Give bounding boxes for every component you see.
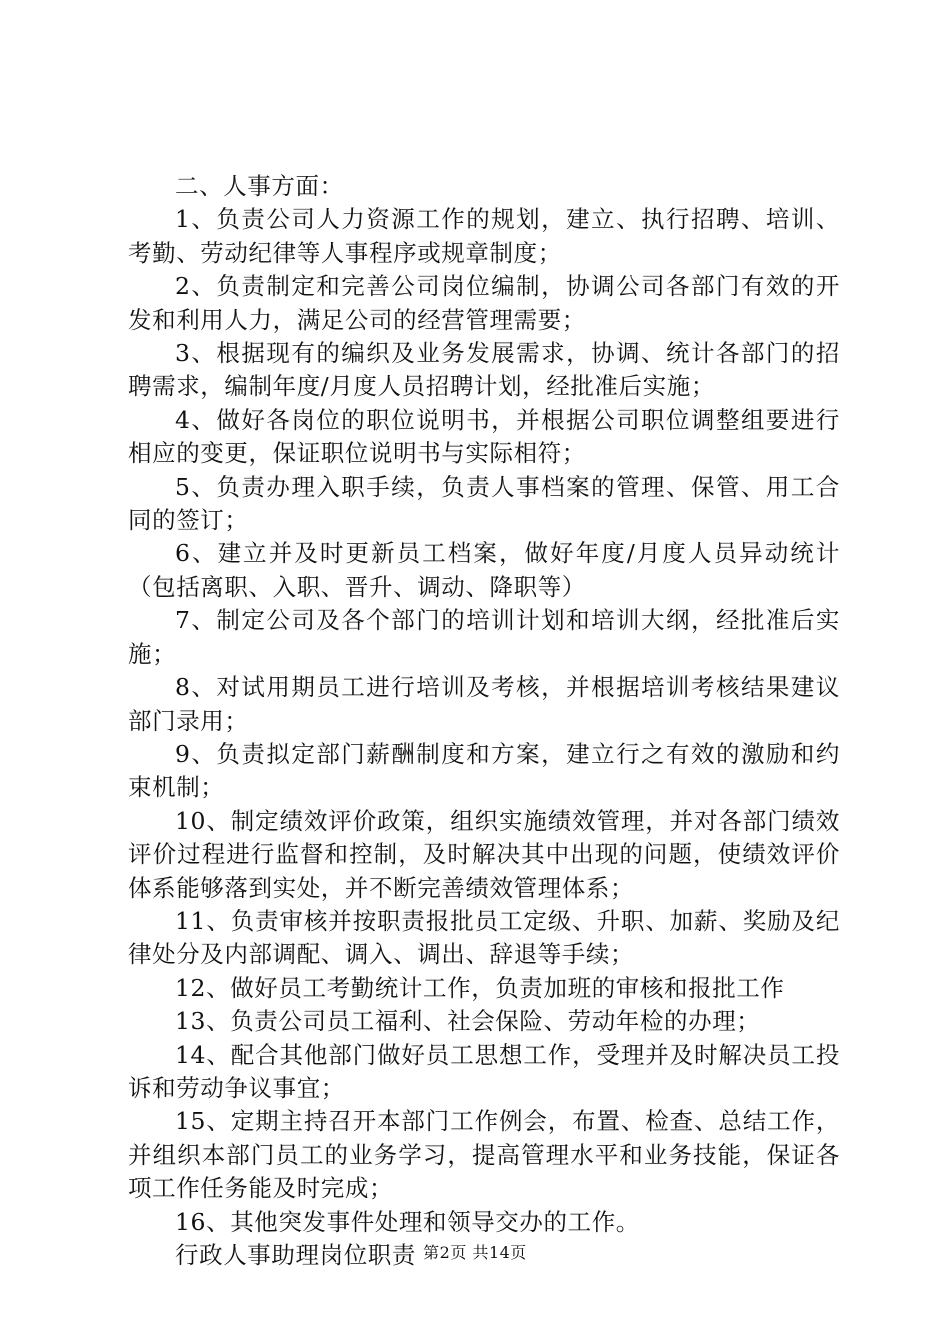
document-body xyxy=(128,170,840,1272)
duty-item-11: 11、负责审核并按职责报批员工定级、升职、加薪、奖励及纪律处分及内部调配、调入、调出、辞退等手续； xyxy=(128,906,840,969)
duty-item-4: 4、做好各岗位的职位说明书，并根据公司职位调整组要进行相应的变更，保证职位说明书与实际相符； xyxy=(128,405,840,468)
duty-item-2: 2、负责制定和完善公司岗位编制，协调公司各部门有效的开发和利用人力，满足公司的经营管理需要； xyxy=(128,272,840,334)
section-heading: 二、人事方面： xyxy=(175,172,344,200)
duty-item-3: 3、根据现有的编织及业务发展需求，协调、统计各部门的招聘需求，编制年度/月度人员招聘计划，经批准后实施； xyxy=(128,339,840,401)
duty-item-6: 6、建立并及时更新员工档案，做好年度/月度人员异动统计（包括离职、入职、晋升、调动、降职等） xyxy=(128,539,840,601)
duty-item-7: 7、制定公司及各个部门的培训计划和培训大纲，经批准后实施； xyxy=(128,606,840,668)
duty-item-16: 16、其他突发事件处理和领导交办的工作。 xyxy=(175,1207,640,1236)
duty-item-10: 10、制定绩效评价政策，组织实施绩效管理，并对各部门绩效评价过程进行监督和控制，及时解决其中出现的问题，使绩效评价体系能够落到实处，并不断完善绩效管理体系； xyxy=(128,806,840,902)
duty-item-13: 13、负责公司员工福利、社会保险、劳动年检的办理； xyxy=(175,1007,761,1036)
duty-item-14: 14、配合其他部门做好员工思想工作，受理并及时解决员工投诉和劳动争议事宜； xyxy=(128,1040,840,1102)
duty-item-5: 5、负责办理入职手续，负责人事档案的管理、保管、用工合同的签订； xyxy=(128,472,840,535)
duty-item-8: 8、对试用期员工进行培训及考核，并根据培训考核结果建议部门录用； xyxy=(128,673,840,735)
duty-item-15: 15、定期主持召开本部门工作例会，布置、检查、总结工作，并组织本部门员工的业务学习，提高管理水平和业务技能，保证各项工作任务能及时完成； xyxy=(128,1107,840,1203)
page-footer: 第2页 共14页 xyxy=(423,1243,527,1262)
duty-item-1: 1、负责公司人力资源工作的规划，建立、执行招聘、培训、考勤、劳动纪律等人事程序或规章制度； xyxy=(128,205,840,267)
duty-item-9: 9、负责拟定部门薪酬制度和方案，建立行之有效的激励和约束机制； xyxy=(128,739,840,802)
next-section-title: 行政人事助理岗位职责 xyxy=(175,1241,416,1269)
duty-item-12: 12、做好员工考勤统计工作，负责加班的审核和报批工作 xyxy=(175,973,785,1002)
